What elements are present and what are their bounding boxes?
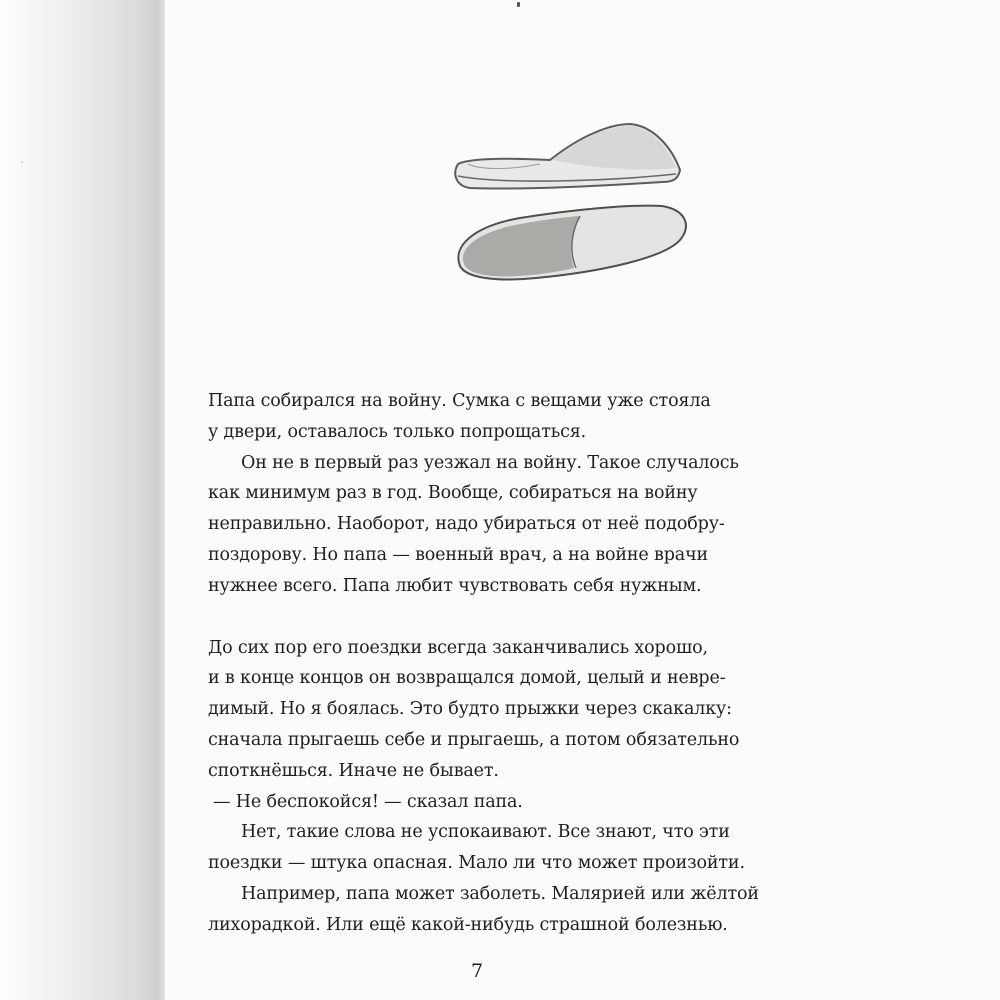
dust-speck: [517, 2, 520, 7]
text-line: Нет, такие слова не успокаивают. Все знают, что эти: [241, 822, 730, 843]
story-text: [208, 386, 768, 941]
slipper-top-view: [458, 206, 686, 280]
text-line: нужнее всего. Папа любит чувствовать себя нужным.: [208, 575, 702, 596]
text-line: димый. Но я боялась. Это будто прыжки через скакалку:: [208, 699, 732, 720]
page-number: 7: [470, 960, 484, 982]
text-line: лихорадкой. Или ещё какой-нибудь страшной болезнью.: [208, 914, 728, 935]
text-line: Папа собирался на войну. Сумка с вещами уже стояла: [208, 391, 711, 411]
text-line: споткнёшься. Иначе не бывает.: [208, 760, 499, 781]
text-line: До сих пор его поездки всегда заканчивались хорошо,: [208, 637, 708, 658]
slipper-side-view: [455, 124, 680, 189]
text-line: поздорову. Но папа — военный врач, а на войне врачи: [208, 544, 709, 565]
text-line: неправильно. Наоборот, надо убираться от неё подобру-: [208, 514, 725, 535]
text-line: сначала прыгаешь себе и прыгаешь, а потом обязательно: [208, 729, 740, 750]
text-line: Он не в первый раз уезжал на войну. Такое случалось: [241, 452, 739, 473]
show-through-mark: ·: [20, 155, 25, 171]
text-line: у двери, оставалось только попрощаться.: [208, 421, 587, 442]
book-gutter-shadow: [0, 0, 165, 1000]
text-line: и в конце концов он возвращался домой, целый и невре-: [208, 668, 726, 689]
text-line: поездки — штука опасная. Мало ли что может произойти.: [208, 853, 745, 874]
slippers-illustration: [440, 118, 700, 286]
text-line: Например, папа может заболеть. Малярией или жёлтой: [241, 883, 759, 904]
slippers-icon: [440, 118, 700, 286]
text-line: как минимум раз в год. Вообще, собираться на войну: [208, 483, 698, 504]
dialogue-line: — Не беспокойся! — сказал папа.: [213, 791, 523, 812]
